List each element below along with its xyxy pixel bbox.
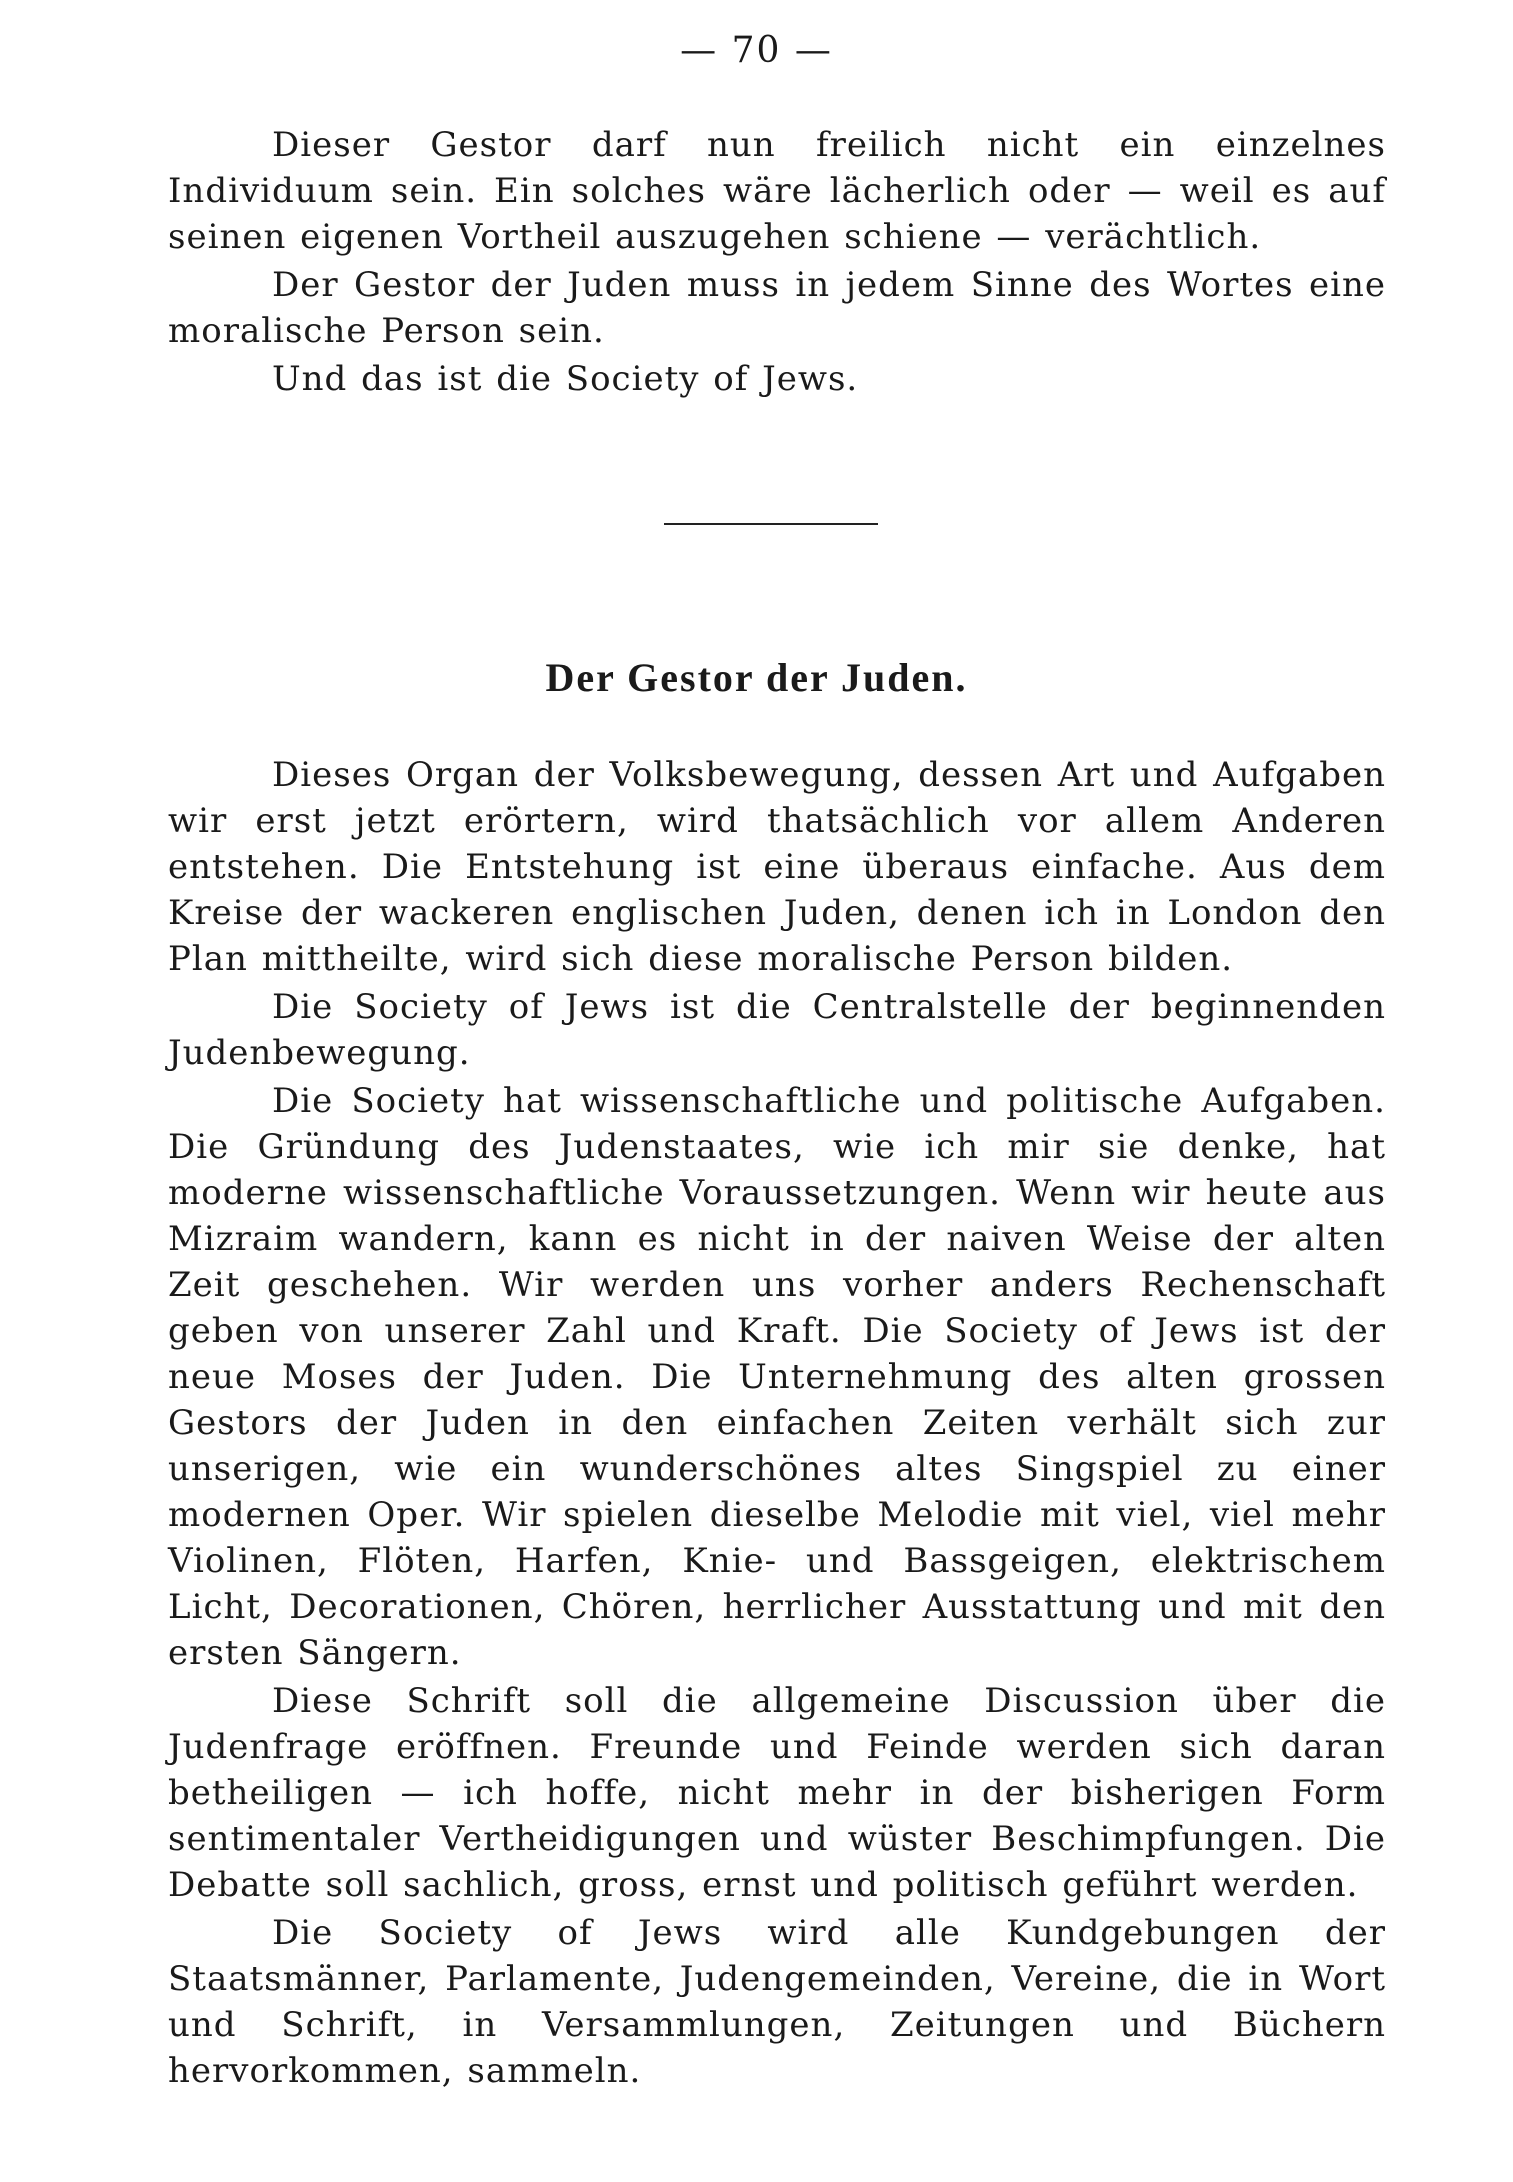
paragraph: Die Society hat wissenschaftliche und politische Aufgaben. Die Gründung des Judenstaates, wie ich mir sie denke, hat moderne wissenschaftliche Voraussetzungen. Wenn wir heute aus Mizraim wandern, kann es nicht in der naiven Weise der alten Zeit geschehen. Wir werden uns vorher anders Rechenschaft geben von unserer Zahl und Kraft. Die Society of Jews ist der neue Moses der Juden. Die Unternehmung des alten grossen Gestors der Juden in den einfachen Zeiten verhält sich zur unserigen, wie ein wunderschönes altes Singspiel zu einer modernen Oper. Wir spielen dieselbe Melodie mit viel, viel mehr Violinen, Flöten, Harfen, Knie- und Bassgeigen, elektrischem Licht, Decorationen, Chören, herrlicher Ausstattung und mit den ersten Sängern. <box>168 1081 1386 1673</box>
paragraph: Diese Schrift soll die allgemeine Discussion über die Judenfrage eröffnen. Freunde und Feinde werden sich daran betheiligen — ich hoffe, nicht mehr in der bisherigen Form sentimentaler Vertheidigungen und wüster Beschimpfungen. Die Debatte soll sachlich, gross, ernst und politisch geführt werden. <box>168 1681 1386 1905</box>
paragraph: Die Society of Jews wird alle Kundgebungen der Staatsmänner, Parlamente, Judengemeinden, Vereine, die in Wort und Schrift, in Versammlungen, Zeitungen und Büchern hervorkommen, sammeln. <box>168 1913 1386 2091</box>
paragraph: Die Society of Jews ist die Centralstelle der beginnenden Judenbewegung. <box>168 987 1386 1073</box>
paragraph: Und das ist die Society of Jews. <box>272 359 859 399</box>
section-divider <box>664 523 878 525</box>
paragraph: Dieses Organ der Volksbewegung, dessen Art und Aufgaben wir erst jetzt erörtern, wird thatsächlich vor allem Anderen entstehen. Die Entstehung ist eine überaus einfache. Aus dem Kreise der wackeren englischen Juden, denen ich in London den Plan mittheilte, wird sich diese moralische Person bilden. <box>168 755 1386 979</box>
section-body <box>168 752 1386 2096</box>
continued-text <box>168 122 1386 404</box>
page-number: — 70 — <box>680 30 833 71</box>
paragraph: Der Gestor der Juden muss in jedem Sinne des Wortes eine moralische Person sein. <box>168 265 1386 351</box>
section-heading: Der Gestor der Juden. <box>545 655 968 700</box>
paragraph: Dieser Gestor darf nun freilich nicht ein einzelnes Individuum sein. Ein solches wäre lächerlich oder — weil es auf seinen eigenen Vortheil auszugehen schiene — verächtlich. <box>168 125 1386 257</box>
